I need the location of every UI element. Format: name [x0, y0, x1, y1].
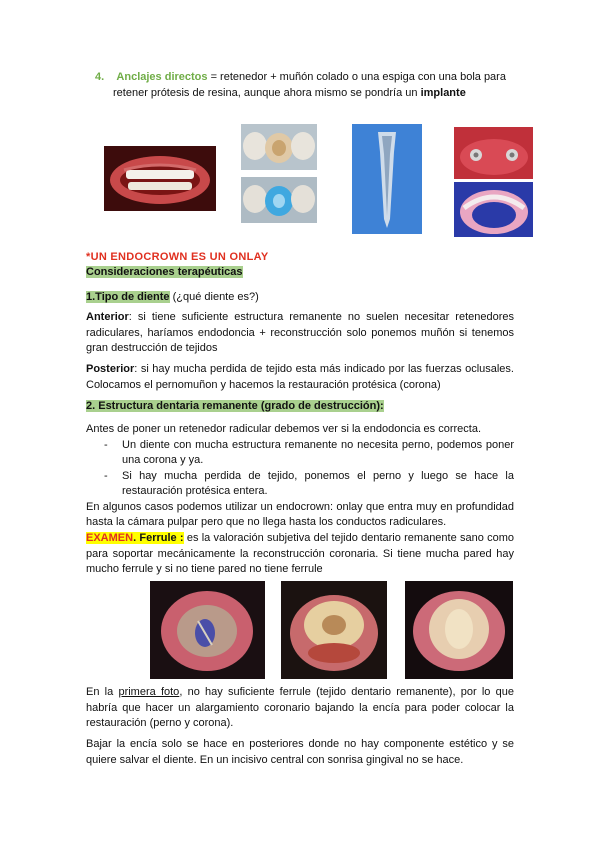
tooth-photo-bottom: [241, 177, 317, 223]
item-4-implant: implante: [420, 86, 466, 99]
implant-photo-top: [454, 127, 533, 179]
item-4-text-b: retener prótesis de resina, aunque ahora mismo se pondría un: [113, 86, 421, 99]
section2-heading: 2. Estructura dentaria remanente (grado de destrucción):: [86, 400, 384, 412]
ferrule-label: . Ferrule :: [133, 532, 184, 544]
tooth-photo-top: [241, 124, 317, 170]
section1-title: 1.Tipo de diente: [86, 291, 170, 303]
anterior-paragraph: Anterior: si tiene suficiente estructura remanente no suelen necesitar retenedores radiculares, haríamos endodoncia + reconstrucción solo ponemos muñón si tenemos gran destrucción de tejidos: [86, 311, 514, 354]
item-4-number: 4.: [95, 71, 105, 83]
item-4-text-a: = retenedor + muñón colado o una espiga con una bola para: [207, 71, 506, 83]
ferrule-photo-1: [150, 581, 265, 679]
section2-endocrown: En algunos casos podemos utilizar un endocrown: onlay que entra muy en profundidad hasta la cámara pulpar pero que no llega hasta los conductos radiculares.: [86, 500, 514, 528]
implant-photo-bottom: [454, 182, 533, 237]
list-item: - Un diente con mucha estructura remanente no necesita perno, podemos poner una corona y ya.: [86, 438, 514, 469]
photo-caption: En la primera foto, no hay suficiente ferrule (tejido dentario remanente), por lo que habría que hacer un alargamiento coronario bajando la encía para poder colocar la restauración (perno y corona).: [86, 686, 514, 729]
primera-foto-link: primera foto: [118, 686, 180, 698]
ferrule-photo-3: [405, 581, 513, 679]
endocrown-note: *UN ENDOCROWN ES UN ONLAY: [86, 251, 269, 263]
list-item: - Si hay mucha perdida de tejido, ponemos el perno y luego se hace la restauración protésica entera.: [86, 469, 514, 500]
item-4-title: Anclajes directos: [116, 71, 208, 83]
posterior-paragraph: Posterior: si hay mucha perdida de tejido esta más indicado por las fuerzas oclusales. Colocamos el pernomuñon y hacemos la restauración protésica (corona): [86, 363, 514, 391]
heading-consideraciones: Consideraciones terapéuticas: [86, 266, 243, 278]
smile-photo: [104, 146, 216, 211]
section1-heading: [86, 290, 259, 306]
exam-text: es la valoración subjetiva del tejido dentario remanente sano como para soportar mecánicamente la reconstrucción coronaria. Si tiene mucha pared hay mucho ferrule y si no tiene pared no tiene ferrule: [86, 532, 514, 575]
section1-question: (¿qué diente es?): [172, 291, 259, 303]
section2-body: [86, 422, 514, 531]
post-xray-photo: [352, 124, 422, 234]
section2-intro: Antes de poner un retenedor radicular debemos ver si la endodoncia es correcta.: [86, 423, 482, 435]
exam-paragraph: [86, 531, 514, 578]
ferrule-photo-2: [281, 581, 387, 679]
section2-bullets: [86, 438, 514, 500]
item-4: [95, 70, 525, 101]
exam-label: EXAMEN: [86, 532, 134, 544]
closing-paragraph: Bajar la encía solo se hace en posteriores donde no hay componente estético y se quiere salvar el diente. En un incisivo central con sonrisa gingival no se hace.: [86, 738, 514, 766]
